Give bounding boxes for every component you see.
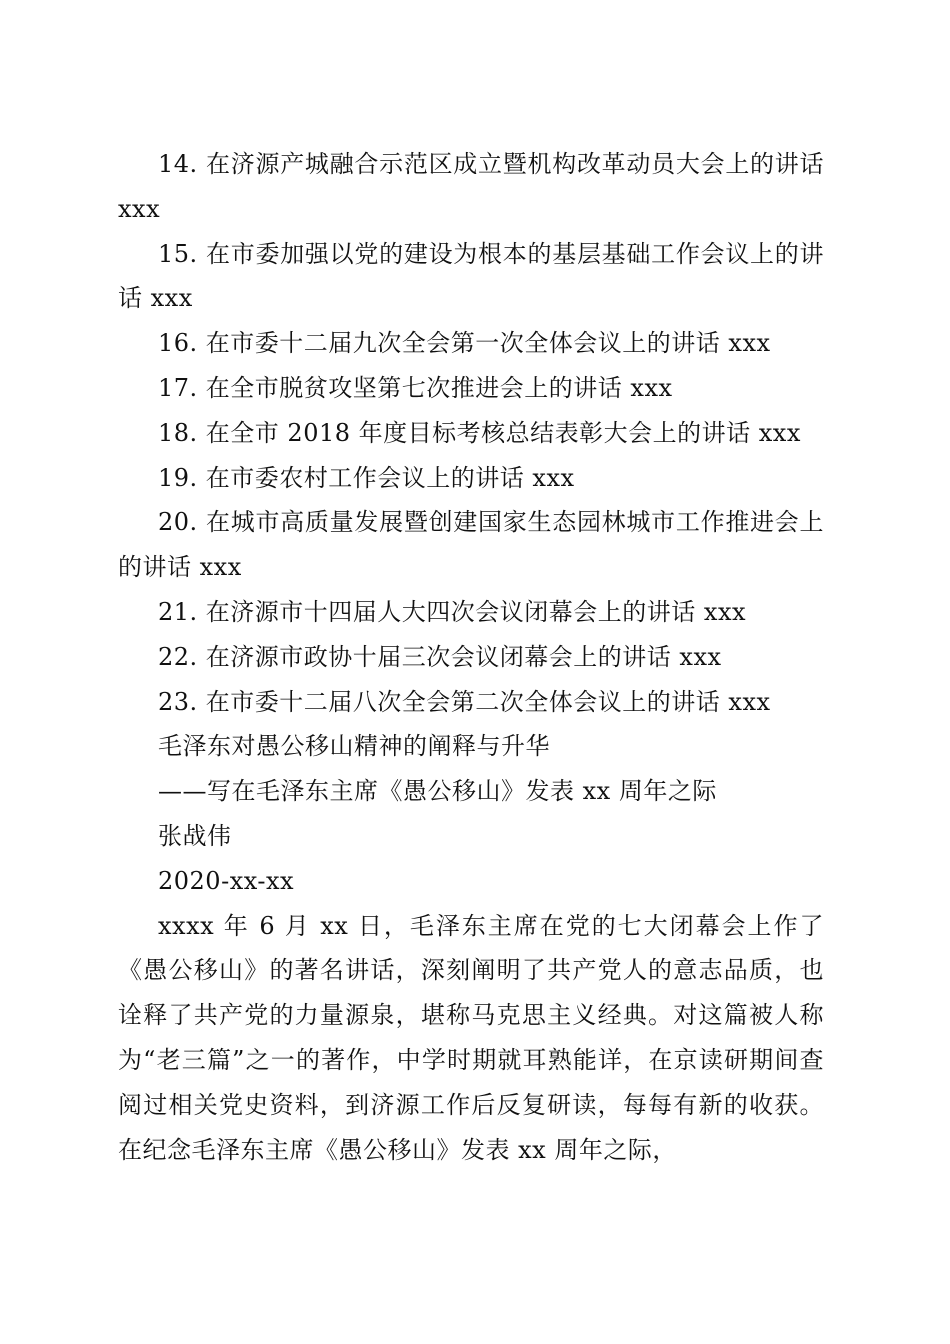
article-subtitle: ——写在毛泽东主席《愚公移山》发表 xx 周年之际	[158, 777, 717, 806]
toc-item-22: 22. 在济源市政协十届三次会议闭幕会上的讲话 xxx	[158, 642, 722, 671]
toc-item-23: 23. 在市委十二届八次全会第二次全体会议上的讲话 xxx	[158, 687, 771, 716]
article-title: 毛泽东对愚公移山精神的阐释与升华	[158, 732, 550, 761]
toc-item-14: 14. 在济源产城融合示范区成立暨机构改革动员大会上的讲话 xxx	[118, 150, 824, 223]
toc-item-16: 16. 在市委十二届九次全会第一次全体会议上的讲话 xxx	[158, 329, 771, 358]
document-content	[118, 142, 824, 1172]
toc-item-21: 21. 在济源市十四届人大四次会议闭幕会上的讲话 xxx	[158, 597, 747, 626]
toc-item-20: 20. 在城市高质量发展暨创建国家生态园林城市工作推进会上的讲话 xxx	[118, 508, 824, 582]
toc-item-18: 18. 在全市 2018 年度目标考核总结表彰大会上的讲话 xxx	[158, 418, 801, 447]
toc-item-15: 15. 在市委加强以党的建设为根本的基层基础工作会议上的讲话 xxx	[118, 239, 824, 313]
body-paragraph: xxxx 年 6 月 xx 日，毛泽东主席在党的七大闭幕会上作了《愚公移山》的著名讲话，深刻阐明了共产党人的意志品质，也诠释了共产党的力量源泉，堪称马克思主义经典。对这篇被人称为“老三篇”之一的著作，中学时期就耳熟能详，在京读研期间查阅过相关党史资料，到济源工作后反复研读，每每有新的收获。在纪念毛泽东主席《愚公移山》发表 xx 周年之际，	[118, 911, 824, 1164]
toc-item-17: 17. 在全市脱贫攻坚第七次推进会上的讲话 xxx	[158, 373, 673, 402]
article-date: 2020-xx-xx	[158, 866, 295, 895]
toc-item-19: 19. 在市委农村工作会议上的讲话 xxx	[158, 463, 575, 492]
article-author: 张战伟	[158, 821, 232, 850]
